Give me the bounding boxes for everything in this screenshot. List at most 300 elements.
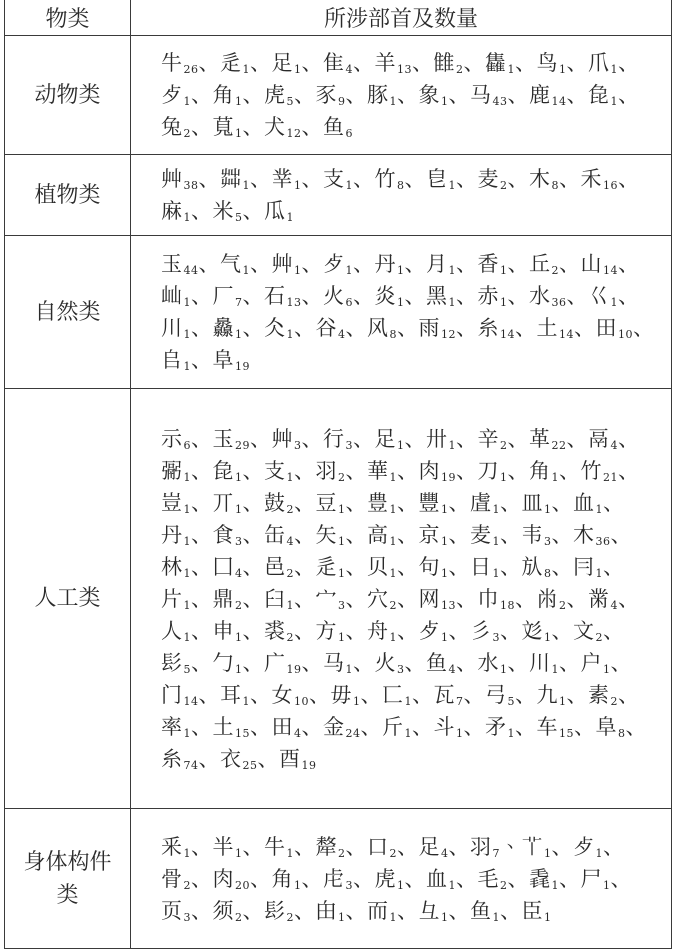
radical-count: 2 xyxy=(500,438,508,452)
separator: 、 xyxy=(242,650,264,675)
radical-count: 3 xyxy=(397,662,405,676)
radical-char: 辵 xyxy=(315,554,337,579)
radical-count: 2 xyxy=(183,878,191,892)
radical-item xyxy=(316,899,368,923)
separator: 、 xyxy=(242,316,264,340)
radical-item xyxy=(419,459,478,483)
separator: 、 xyxy=(345,83,367,107)
radical-item xyxy=(213,199,265,223)
radical-item xyxy=(588,83,640,107)
separator: 、 xyxy=(191,898,213,923)
radical-item xyxy=(419,899,471,923)
separator: 、 xyxy=(257,746,279,771)
radical-char: 犛 xyxy=(315,834,337,859)
radical-item xyxy=(316,491,368,515)
radical-item xyxy=(161,167,220,191)
radical-count: 9 xyxy=(338,95,346,108)
separator: 、 xyxy=(397,618,419,643)
radical-char: 山 xyxy=(580,252,602,276)
separator: 、 xyxy=(301,650,323,675)
radical-count: 1 xyxy=(448,878,456,892)
table-row xyxy=(5,389,672,809)
radical-char: 赤 xyxy=(477,284,499,308)
separator: 、 xyxy=(500,522,522,547)
radical-char: 彑 xyxy=(418,898,440,923)
radical-char: 须 xyxy=(212,898,234,923)
radical-char: 㲋 xyxy=(588,83,610,107)
radical-char: 田 xyxy=(595,316,617,340)
radical-count: 1 xyxy=(397,264,405,277)
separator: 、 xyxy=(397,316,419,340)
radical-char: 毋 xyxy=(330,682,352,707)
radical-count: 1 xyxy=(183,328,191,341)
radical-char: 䰜 xyxy=(161,458,183,483)
radical-item xyxy=(367,555,419,579)
radical-char: 句 xyxy=(418,554,440,579)
radical-char: 豆 xyxy=(315,490,337,515)
radical-count: 4 xyxy=(610,438,618,452)
radical-char: 囗 xyxy=(212,554,234,579)
radical-count: 2 xyxy=(183,127,191,140)
radical-item xyxy=(434,51,486,75)
radical-item xyxy=(161,284,213,308)
radical-count: 1 xyxy=(235,328,243,341)
header-category: 物类 xyxy=(5,0,131,36)
radical-item xyxy=(264,619,316,643)
radicals-cell xyxy=(131,236,672,389)
radical-count: 1 xyxy=(286,598,294,612)
radical-count: 2 xyxy=(456,63,464,76)
separator: 、 xyxy=(566,51,588,75)
radical-count: 1 xyxy=(397,296,405,309)
radical-item xyxy=(213,427,272,451)
separator: 、 xyxy=(294,458,316,483)
separator: 、 xyxy=(397,490,419,515)
radical-char: 冃 xyxy=(573,554,595,579)
radical-item xyxy=(213,651,265,675)
separator: 、 xyxy=(242,834,264,859)
radical-count: 1 xyxy=(551,662,559,676)
radical-item xyxy=(419,835,471,859)
radical-item xyxy=(272,51,324,75)
radical-char: 支 xyxy=(264,458,286,483)
separator: 、 xyxy=(507,458,529,483)
radical-item xyxy=(470,555,522,579)
radical-item xyxy=(522,491,574,515)
radical-item xyxy=(367,619,419,643)
radical-item xyxy=(522,899,552,923)
radical-item xyxy=(213,115,265,139)
radical-char: 豐 xyxy=(418,490,440,515)
radical-char: 裘 xyxy=(264,618,286,643)
radical-item xyxy=(367,83,419,107)
separator: 、 xyxy=(397,586,419,611)
radical-item xyxy=(161,51,220,75)
radical-item xyxy=(161,747,220,771)
radical-char: 足 xyxy=(374,426,396,451)
category-cell xyxy=(5,809,131,949)
radical-count: 1 xyxy=(595,502,603,516)
radical-item xyxy=(581,252,640,276)
radical-item xyxy=(316,459,368,483)
radical-char: 鹿 xyxy=(529,83,551,107)
radical-count: 2 xyxy=(235,910,243,924)
separator: 、 xyxy=(500,834,522,859)
radical-count: 2 xyxy=(338,846,346,860)
radical-count: 2 xyxy=(286,910,294,924)
radical-char: 角 xyxy=(271,866,293,891)
radical-char: 矢 xyxy=(315,522,337,547)
separator: 、 xyxy=(603,618,625,643)
category-label: 人工类 xyxy=(34,586,101,611)
separator: 、 xyxy=(242,83,264,107)
radical-count: 10 xyxy=(294,694,309,708)
separator: 、 xyxy=(198,746,220,771)
radical-count: 1 xyxy=(286,211,294,224)
radical-char: 丹 xyxy=(374,252,396,276)
separator: 、 xyxy=(294,898,316,923)
table-row xyxy=(5,236,672,389)
separator: 、 xyxy=(242,490,264,515)
radical-item xyxy=(478,167,530,191)
radical-item xyxy=(522,555,574,579)
separator: 、 xyxy=(353,426,375,451)
separator: 、 xyxy=(412,714,434,739)
radical-item xyxy=(537,683,589,707)
radical-char: 鼎 xyxy=(212,586,234,611)
radical-char: 文 xyxy=(573,618,595,643)
radical-item xyxy=(588,427,640,451)
radical-count: 4 xyxy=(235,566,243,580)
radical-char: 玉 xyxy=(212,426,234,451)
radical-char: 牛 xyxy=(264,834,286,859)
separator: 、 xyxy=(456,426,478,451)
separator: 、 xyxy=(294,834,316,859)
radical-char: 方 xyxy=(315,618,337,643)
radical-char: 鱼 xyxy=(426,650,448,675)
radical-count: 20 xyxy=(235,878,250,892)
radical-item xyxy=(367,316,419,340)
category-cell xyxy=(5,36,131,155)
radical-item xyxy=(375,867,427,891)
radical-item xyxy=(537,51,589,75)
radical-item xyxy=(316,83,368,107)
radical-char: 弓 xyxy=(485,682,507,707)
radical-item xyxy=(323,715,382,739)
radical-item xyxy=(375,51,434,75)
radical-char: 屾 xyxy=(161,284,183,308)
separator: 、 xyxy=(345,834,367,859)
separator: 、 xyxy=(515,316,537,340)
radical-item xyxy=(220,167,272,191)
separator: 、 xyxy=(198,252,220,276)
radical-item xyxy=(161,555,213,579)
radical-item xyxy=(323,867,375,891)
radical-char: 豕 xyxy=(315,83,337,107)
separator: 、 xyxy=(345,554,367,579)
category-cell xyxy=(5,389,131,809)
separator: 、 xyxy=(191,522,213,547)
separator: 、 xyxy=(198,167,220,191)
radical-count: 1 xyxy=(500,296,508,309)
radical-item xyxy=(485,51,537,75)
radical-item xyxy=(272,867,324,891)
separator: 、 xyxy=(404,650,426,675)
radical-count: 1 xyxy=(235,662,243,676)
radical-char: 丘 xyxy=(529,252,551,276)
radical-item xyxy=(213,491,265,515)
radical-item xyxy=(478,252,530,276)
radical-count: 1 xyxy=(183,211,191,224)
radical-item xyxy=(213,587,265,611)
radical-item xyxy=(161,316,213,340)
separator: 、 xyxy=(301,714,323,739)
separator: 、 xyxy=(250,714,272,739)
radical-item xyxy=(470,835,522,859)
radical-count: 5 xyxy=(235,211,243,224)
radical-item xyxy=(426,427,478,451)
separator: 、 xyxy=(448,834,470,859)
radical-count: 14 xyxy=(551,95,567,108)
radical-count: 4 xyxy=(441,846,449,860)
radical-char: 网 xyxy=(418,586,440,611)
separator: 、 xyxy=(250,682,272,707)
radical-char: 髟 xyxy=(264,898,286,923)
radical-count: 13 xyxy=(286,296,302,309)
radical-char: 皿 xyxy=(521,490,543,515)
radical-char: 骨 xyxy=(161,866,183,891)
radical-count: 2 xyxy=(286,502,294,516)
radical-item xyxy=(522,619,574,643)
radical-char: 九 xyxy=(536,682,558,707)
radical-char: 鬲 xyxy=(588,426,610,451)
radical-char: 气 xyxy=(220,252,242,276)
separator: 、 xyxy=(301,866,323,891)
radical-item xyxy=(596,316,655,340)
radical-char: 衣 xyxy=(220,746,242,771)
radical-char: 川 xyxy=(529,650,551,675)
radical-count: 1 xyxy=(500,470,508,484)
radical-item xyxy=(470,83,529,107)
radical-item xyxy=(213,316,265,340)
separator: 、 xyxy=(456,586,478,611)
radical-item xyxy=(213,459,265,483)
radical-count: 43 xyxy=(492,95,508,108)
radical-count: 5 xyxy=(183,662,191,676)
radical-char: 斤 xyxy=(382,714,404,739)
separator: 、 xyxy=(566,426,588,451)
radical-char: 牛 xyxy=(161,51,183,75)
radical-count: 1 xyxy=(603,662,611,676)
radical-char: 鼓 xyxy=(264,490,286,515)
radical-item xyxy=(419,316,478,340)
radical-char: 舟 xyxy=(367,618,389,643)
radical-char: 革 xyxy=(529,426,551,451)
radical-item xyxy=(272,683,331,707)
radical-table xyxy=(4,0,672,949)
radical-item xyxy=(522,835,574,859)
radical-count: 5 xyxy=(507,694,515,708)
separator: 、 xyxy=(500,618,522,643)
separator: 、 xyxy=(618,682,640,707)
radical-char: 血 xyxy=(573,490,595,515)
radical-count: 8 xyxy=(618,726,626,740)
radical-item xyxy=(323,252,375,276)
radical-item xyxy=(470,523,522,547)
radical-item xyxy=(272,427,324,451)
radical-item xyxy=(272,167,324,191)
radical-count: 25 xyxy=(242,758,258,772)
radical-char: 臼 xyxy=(264,586,286,611)
header-radicals: 所涉部首及数量 xyxy=(131,0,672,36)
radical-char: 豈 xyxy=(161,490,183,515)
separator: 、 xyxy=(294,316,316,340)
radical-char: 尸 xyxy=(580,866,602,891)
separator: 、 xyxy=(456,316,478,340)
radical-count: 1 xyxy=(456,726,464,740)
radical-char: 茻 xyxy=(220,167,242,191)
radical-item xyxy=(375,427,427,451)
radical-char: 毳 xyxy=(529,866,551,891)
radical-count: 3 xyxy=(294,438,302,452)
separator: 、 xyxy=(559,866,581,891)
radical-item xyxy=(272,715,324,739)
radical-char: 行 xyxy=(323,426,345,451)
radical-char: 女 xyxy=(271,682,293,707)
separator: 、 xyxy=(551,554,573,579)
separator: 、 xyxy=(360,682,382,707)
radical-count: 1 xyxy=(500,662,508,676)
radical-count: 1 xyxy=(235,127,243,140)
separator: 、 xyxy=(618,252,640,276)
radical-count: 6 xyxy=(345,296,353,309)
radical-count: 7 xyxy=(492,846,500,860)
radical-char: 㫃 xyxy=(521,554,543,579)
separator: 、 xyxy=(618,458,640,483)
separator: 、 xyxy=(250,866,272,891)
separator: 、 xyxy=(463,51,485,75)
radical-char: 糸 xyxy=(477,316,499,340)
separator: 、 xyxy=(250,252,272,276)
radical-count: 1 xyxy=(551,470,559,484)
radical-char: 臣 xyxy=(521,898,543,923)
radical-char: 卅 xyxy=(426,426,448,451)
separator: 、 xyxy=(191,115,213,139)
radical-item xyxy=(161,115,213,139)
radical-char: 邑 xyxy=(264,554,286,579)
separator: 、 xyxy=(242,554,264,579)
radical-item xyxy=(264,83,316,107)
separator: 、 xyxy=(404,167,426,191)
radical-count: 1 xyxy=(235,470,243,484)
radical-count: 1 xyxy=(610,63,618,76)
separator: 、 xyxy=(345,490,367,515)
separator: 、 xyxy=(353,866,375,891)
radical-count: 1 xyxy=(235,846,243,860)
separator: 、 xyxy=(507,252,529,276)
radical-item xyxy=(478,867,530,891)
separator: 、 xyxy=(507,866,529,891)
radical-item xyxy=(375,651,427,675)
radical-count: 14 xyxy=(603,264,618,277)
radical-char: 谷 xyxy=(315,316,337,340)
radical-char: 皀 xyxy=(426,167,448,191)
separator: 、 xyxy=(448,554,470,579)
radical-item xyxy=(419,83,471,107)
radical-item xyxy=(588,284,640,308)
radical-char: 髟 xyxy=(161,650,183,675)
radical-count: 1 xyxy=(294,878,302,892)
separator: 、 xyxy=(250,51,272,75)
radical-count: 21 xyxy=(603,470,618,484)
radical-count: 2 xyxy=(286,630,294,644)
radical-item xyxy=(537,715,596,739)
separator: 、 xyxy=(191,83,213,107)
radical-count: 2 xyxy=(500,179,508,192)
radical-item xyxy=(213,83,265,107)
radical-item xyxy=(529,427,588,451)
radical-count: 1 xyxy=(389,630,397,644)
radical-char: 糸 xyxy=(161,746,183,771)
radical-count: 24 xyxy=(345,726,361,740)
separator: 、 xyxy=(345,586,367,611)
radical-char: 示 xyxy=(161,426,183,451)
separator: 、 xyxy=(242,898,264,923)
radical-item xyxy=(596,715,648,739)
category-label: 自然类 xyxy=(34,299,101,325)
radical-item xyxy=(529,83,588,107)
radical-count: 1 xyxy=(441,630,449,644)
radical-count: 1 xyxy=(235,630,243,644)
separator: 、 xyxy=(345,618,367,643)
radical-char: 车 xyxy=(536,714,558,739)
radical-item xyxy=(382,715,434,739)
radical-count: 1 xyxy=(389,566,397,580)
separator: 、 xyxy=(448,898,470,923)
radical-char: 水 xyxy=(529,284,551,308)
radical-count: 1 xyxy=(595,566,603,580)
radical-count: 1 xyxy=(345,662,353,676)
radical-count: 6 xyxy=(345,127,353,140)
radical-count: 14 xyxy=(183,694,199,708)
separator: 、 xyxy=(448,490,470,515)
radical-count: 1 xyxy=(448,264,456,277)
radical-item xyxy=(529,284,588,308)
radical-char: 艸 xyxy=(271,426,293,451)
radical-count: 2 xyxy=(338,470,346,484)
radical-count: 19 xyxy=(441,470,456,484)
separator: 、 xyxy=(191,714,213,739)
radical-item xyxy=(434,715,486,739)
radicals-cell xyxy=(131,809,672,949)
separator: 、 xyxy=(301,252,323,276)
radical-char: 勹 xyxy=(212,650,234,675)
radical-char: 彡 xyxy=(470,618,492,643)
radical-count: 6 xyxy=(183,438,191,452)
radical-count: 2 xyxy=(610,694,618,708)
separator: 、 xyxy=(559,650,581,675)
radical-count: 1 xyxy=(345,179,353,192)
separator: 、 xyxy=(191,426,213,451)
radical-char: 京 xyxy=(418,522,440,547)
radical-item xyxy=(382,683,434,707)
radical-item xyxy=(213,555,265,579)
radical-item xyxy=(470,619,522,643)
separator: 、 xyxy=(610,522,632,547)
separator: 、 xyxy=(353,167,375,191)
separator: 、 xyxy=(507,426,529,451)
separator: 、 xyxy=(294,554,316,579)
